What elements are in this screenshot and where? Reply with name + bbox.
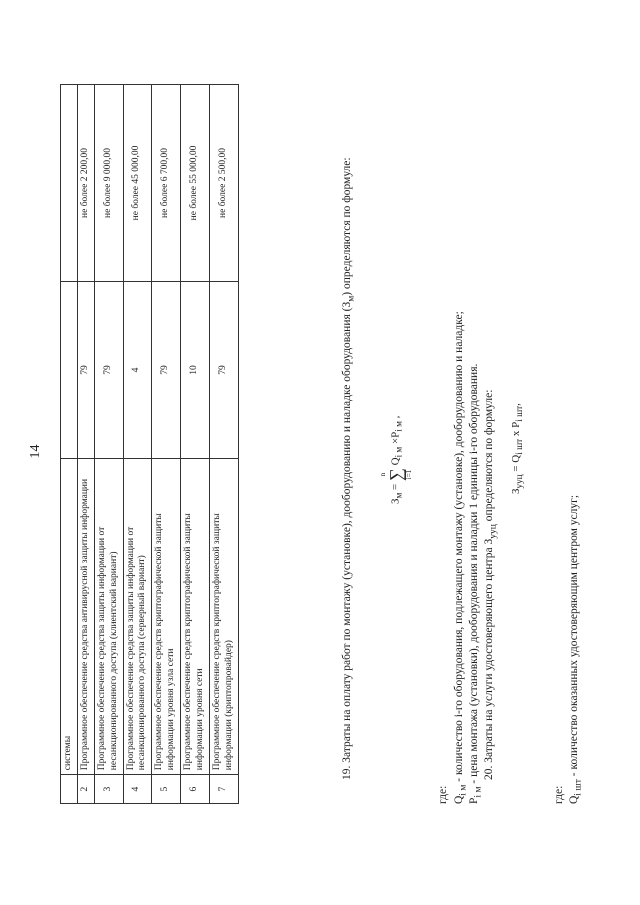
row-price: не более 2 200,00	[77, 85, 94, 282]
table-row	[94, 85, 123, 804]
row-num: 3	[94, 775, 123, 804]
table-row	[152, 85, 181, 804]
row-name: Программное обеспечение средства защиты информации от несанкционированного доступа (серверный вариант)	[123, 458, 152, 774]
row-price: не более 6 700,00	[152, 85, 181, 282]
row-name: Программное обеспечение средств криптографической защиты информации уровня сети	[181, 458, 210, 774]
row-price: не более 45 000,00	[123, 85, 152, 282]
row-num: 7	[209, 775, 238, 804]
row-qty: 10	[181, 281, 210, 458]
paragraph-19: 19. Затраты на оплату работ по монтажу (установке), дооборудованию и наладке оборудования $(З_м)$ определяются по формуле:	[341, 157, 357, 780]
row-qty: 79	[77, 281, 94, 458]
row-name: Программное обеспечение средства защиты информации от несанкционированного доступа (клиентский вариант)	[94, 458, 123, 774]
formula-installation: $З_м = n$ ∑ i=1 $Q_{i м} \times P_{i м}$ ,	[379, 415, 414, 504]
row-num: 6	[181, 775, 210, 804]
sum-symbol: n ∑ i=1	[379, 468, 414, 481]
table-row	[209, 85, 238, 804]
table-row	[181, 85, 210, 804]
row-num: 5	[152, 775, 181, 804]
equipment-table	[60, 84, 239, 804]
row-name: Программное обеспечение средства антивирусной защиты информации	[77, 458, 94, 774]
row-num: 2	[77, 775, 94, 804]
row-price: не более 9 000,00	[94, 85, 123, 282]
table-row	[61, 85, 78, 804]
row-qty: 79	[152, 281, 181, 458]
paragraph-20: 20. Затраты на услуги удостоверяющего центра $З_{ууц}$ определяются по формуле:	[483, 389, 499, 780]
row-name: Программное обеспечение средств криптографической защиты информации уровня узла сети	[152, 458, 181, 774]
row-num: 4	[123, 775, 152, 804]
table-row	[123, 85, 152, 804]
row-qty: 79	[94, 281, 123, 458]
row-price: не более 55 000,00	[181, 85, 210, 282]
where-label-1: где:	[437, 785, 449, 804]
where-label-2: где:	[553, 785, 565, 804]
definition-p: $P_{i м}$ - цена монтажа (установки), дооборудования и наладки 1 единицы i-го оборудования.	[468, 363, 484, 804]
page-number: 14	[28, 444, 43, 459]
definition-q-services: $Q_{i шт}$ - количество оказанных удостоверяющим центром услуг;	[568, 494, 584, 804]
row-price: не более 2 500,00	[209, 85, 238, 282]
row-name: Программное обеспечение средств криптографической защиты информации (криптопровайдер)	[209, 458, 238, 774]
definition-q: $Q_{i м}$ - количество i-го оборудования, подлежащего монтажу (установке), дооборудованию и наладке;	[453, 311, 469, 804]
row-qty: 4	[123, 281, 152, 458]
formula-certification: $З_{ууц} = Q_{i шт}$ х $P_{i шт}$,	[510, 403, 525, 494]
row-qty: 79	[209, 281, 238, 458]
table-header-cont: системы	[61, 458, 78, 774]
table-row	[77, 85, 94, 804]
